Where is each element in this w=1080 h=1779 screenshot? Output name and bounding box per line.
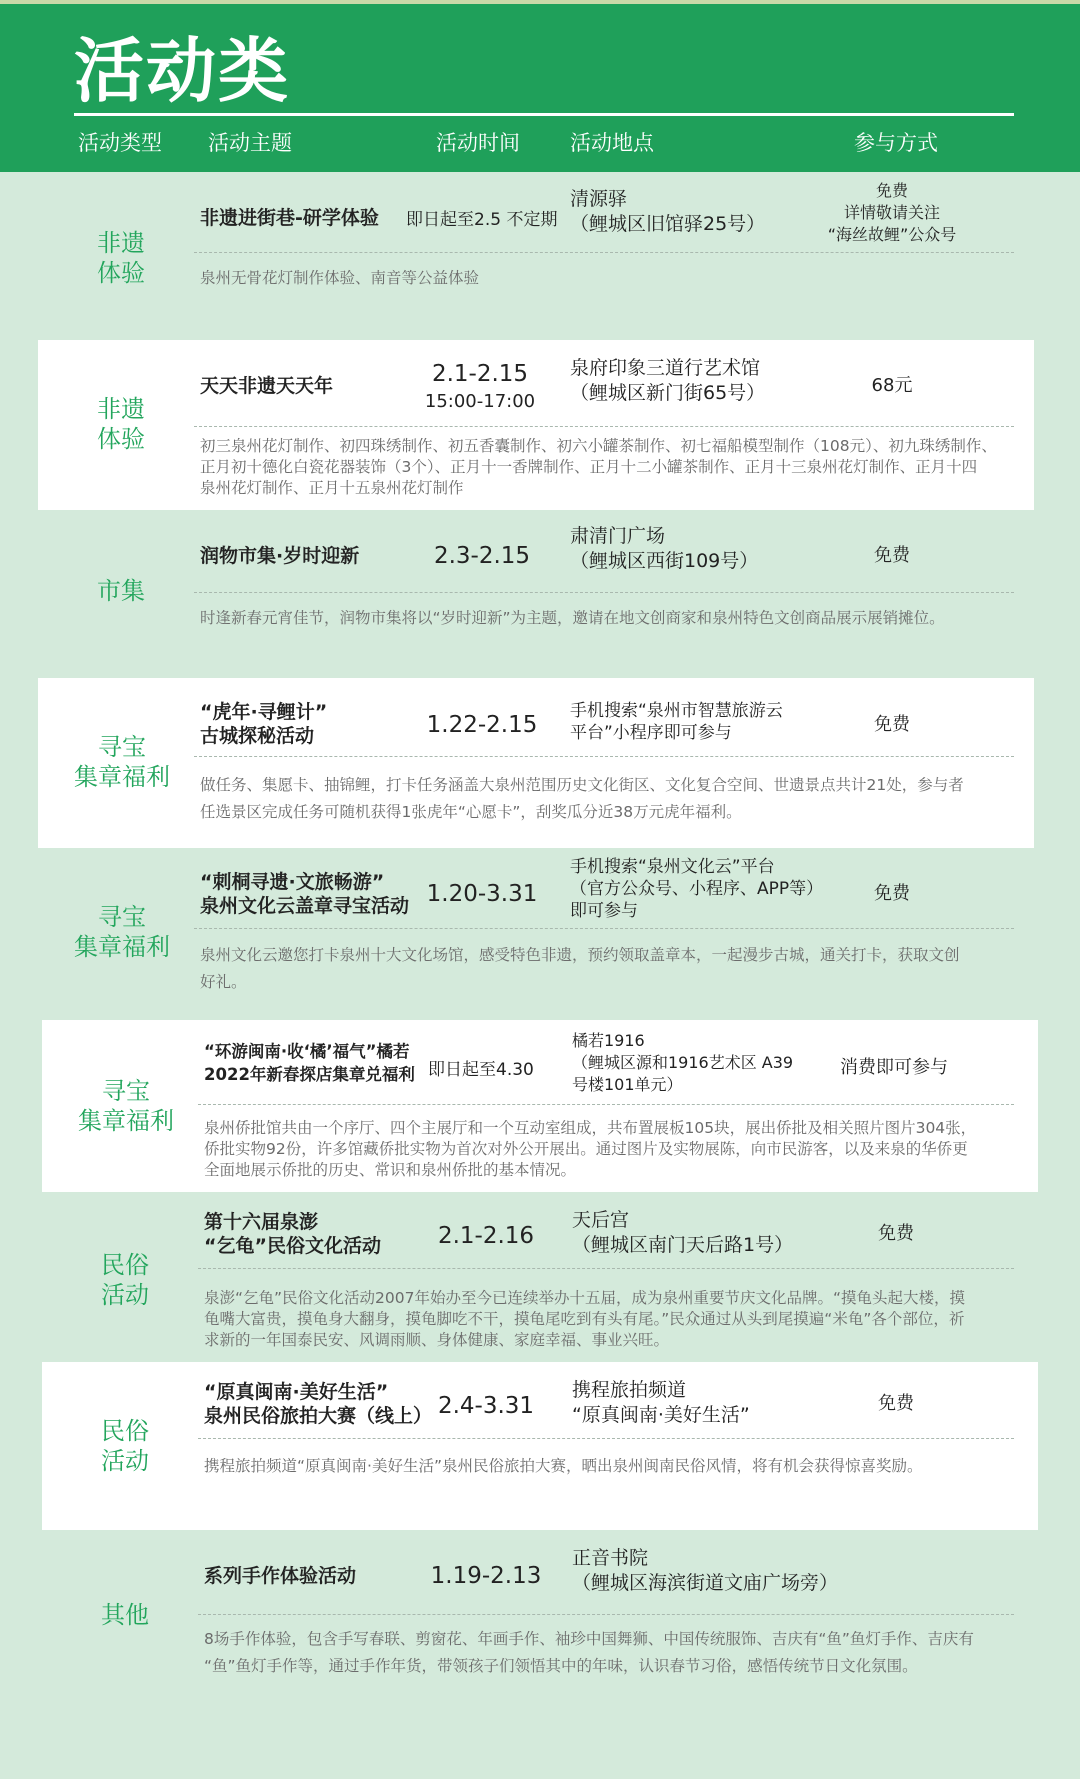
activity-row: [0, 172, 1080, 340]
row-divider: [194, 756, 1014, 757]
row-divider: [198, 1438, 1014, 1439]
activity-join: 免费: [874, 545, 910, 566]
page-title: 活动类: [74, 30, 290, 112]
category-label: 寻宝 集章福利: [74, 903, 170, 961]
category-label: 非遗 体验: [97, 395, 145, 453]
activity-row: [0, 1020, 1080, 1192]
header-divider: [74, 113, 1014, 116]
category-label: 民俗 活动: [101, 1417, 149, 1475]
activity-description: 做任务、集愿卡、抽锦鲤，打卡任务涵盖大泉州范围历史文化街区、文化复合空间、世遗景点共计21处，参与者 任选景区完成任务可随机获得1张虎年“心愿卡”，刮奖瓜分近38万元虎年福利。: [200, 776, 964, 821]
activity-theme: “虎年·寻鲤计” 古城探秘活动: [200, 701, 328, 747]
activity-theme: 天天非遗天天年: [200, 375, 334, 397]
header-top-line: [0, 0, 1080, 4]
activity-join: 消费即可参与: [840, 1057, 948, 1078]
activity-description: 泉州无骨花灯制作体验、南音等公益体验: [200, 269, 480, 287]
header-banner: [0, 0, 1080, 172]
activity-row: [0, 1530, 1080, 1700]
activity-time: 即日起至4.30: [428, 1060, 534, 1080]
activity-time: 2.1-2.16: [437, 1223, 535, 1249]
activity-time: 1.19-2.13: [430, 1563, 542, 1589]
row-panel: [42, 1362, 1038, 1530]
row-divider: [194, 928, 1014, 929]
activity-description: 泉澎“乞龟”民俗文化活动2007年始办至今已连续举办十五届，成为泉州重要节庆文化品牌。“摸龟头起大楼，摸 龟嘴大富贵，摸龟身大翻身，摸龟脚吃不干，摸龟尾吃到有头有尾。”民众通过从头到尾摸遍“米龟”各个部位，祈 求新的一年国泰民安、风调雨顺、身体健康、家庭幸福、事业兴旺。: [204, 1289, 966, 1349]
column-header-join: 参与方式: [854, 131, 938, 155]
activity-join: 免费 详情敬请关注 “海丝故鲤”公众号: [827, 181, 957, 244]
activity-row: [0, 1362, 1080, 1530]
category-label: 寻宝 集章福利: [74, 733, 170, 791]
category-label: 市集: [97, 577, 145, 605]
activity-row: [0, 510, 1080, 678]
column-header-place: 活动地点: [570, 131, 654, 155]
activity-theme: “环游闽南·收‘橘’福气”橘若 2022年新春探店集章兑福利: [204, 1042, 415, 1084]
category-label: 寻宝 集章福利: [78, 1077, 174, 1135]
activity-time: 1.22-2.15: [426, 712, 538, 738]
category-label: 非遗 体验: [97, 229, 145, 287]
row-divider: [194, 426, 1014, 427]
activity-place: 天后宫 （鲤城区南门天后路1号）: [572, 1209, 794, 1256]
activity-description: 时逢新春元宵佳节，润物市集将以“岁时迎新”为主题，邀请在地文创商家和泉州特色文创商品展示展销摊位。: [200, 609, 945, 627]
activity-place: 携程旅拍频道 “原真闽南·美好生活”: [572, 1379, 750, 1426]
column-header-theme: 活动主题: [208, 131, 292, 155]
activity-theme: 润物市集·岁时迎新: [200, 545, 360, 567]
activity-join: 68元: [871, 375, 913, 396]
activity-theme: 系列手作体验活动: [204, 1565, 357, 1587]
activity-time: 2.1-2.15 15:00-17:00: [424, 361, 536, 412]
activity-description: 初三泉州花灯制作、初四珠绣制作、初五香囊制作、初六小罐茶制作、初七福船模型制作（108元）、初九珠绣制作、 正月初十德化白瓷花器装饰（3个）、正月十一香牌制作、正月十二小罐茶制作、正月十三泉州花灯制作、正月十四 泉州花灯制作、正月十五泉州花灯制作: [200, 437, 997, 497]
activity-description: 携程旅拍频道“原真闽南·美好生活”泉州民俗旅拍大赛，晒出泉州闽南民俗风情，将有机会获得惊喜奖励。: [204, 1457, 923, 1475]
activity-place: 正音书院 （鲤城区海滨街道文庙广场旁）: [572, 1547, 839, 1594]
activity-place: 肃清门广场 （鲤城区西街109号）: [570, 525, 759, 572]
activity-row: [0, 1192, 1080, 1362]
activity-place: 橘若1916 （鲤城区源和1916艺术区 A39 号楼101单元）: [572, 1031, 794, 1094]
activity-time: 即日起至2.5 不定期: [406, 210, 558, 230]
activity-row: [0, 678, 1080, 848]
activity-place: 手机搜索“泉州市智慧旅游云 平台”小程序即可参与: [570, 701, 783, 743]
activity-join: 免费: [878, 1223, 914, 1244]
row-divider: [194, 592, 1014, 593]
activity-row: [0, 340, 1080, 510]
row-divider: [198, 1268, 1014, 1269]
activity-row: [0, 848, 1080, 1020]
row-divider: [198, 1614, 1014, 1615]
activity-description: 泉州文化云邀您打卡泉州十大文化场馆，感受特色非遗，预约领取盖章本，一起漫步古城，通关打卡，获取文创 好礼。: [200, 946, 960, 991]
row-divider: [194, 252, 1014, 253]
activity-time: 2.3-2.15: [433, 543, 531, 569]
activity-theme: 非遗进街巷-研学体验: [200, 207, 379, 229]
activity-place: 手机搜索“泉州文化云”平台 （官方公众号、小程序、APP等） 即可参与: [570, 857, 824, 921]
category-label: 民俗 活动: [101, 1251, 149, 1309]
activity-join: 免费: [878, 1393, 914, 1414]
activity-join: 免费: [874, 714, 910, 735]
category-label: 其他: [101, 1601, 149, 1629]
activity-time: 1.20-3.31: [426, 881, 538, 907]
column-header-time: 活动时间: [436, 131, 520, 155]
activity-description: 泉州侨批馆共由一个序厅、四个主展厅和一个互动室组成，共布置展板105块，展出侨批及相关照片图片304张， 侨批实物92份，许多馆藏侨批实物为首次对外公开展出。通过图片及实物展陈，向市民游客，以及来泉的华侨更 全面地展示侨批的历史、常识和泉州侨批的基本情况。: [204, 1119, 977, 1179]
activity-description: 8场手作体验，包含手写春联、剪窗花、年画手作、袖珍中国舞狮、中国传统服饰、吉庆有“鱼”鱼灯手作、吉庆有 “鱼”鱼灯手作等，通过手作年货，带领孩子们领悟其中的年味，认识春节习俗，感悟传统节日文化氛围。: [204, 1630, 974, 1675]
column-header-type: 活动类型: [78, 131, 162, 155]
row-divider: [198, 1104, 1014, 1105]
activity-theme: “原真闽南·美好生活” 泉州民俗旅拍大赛（线上）: [204, 1381, 433, 1427]
activity-theme: “刺桐寻遗·文旅畅游” 泉州文化云盖章寻宝活动: [200, 871, 410, 917]
activity-join: 免费: [874, 883, 910, 904]
activity-time: 2.4-3.31: [437, 1393, 535, 1419]
activity-theme: 第十六届泉澎 “乞龟”民俗文化活动: [204, 1211, 381, 1257]
activity-place: 泉府印象三道行艺术馆 （鲤城区新门街65号）: [570, 357, 766, 404]
activity-place: 清源驿 （鲤城区旧馆驿25号）: [570, 188, 766, 235]
